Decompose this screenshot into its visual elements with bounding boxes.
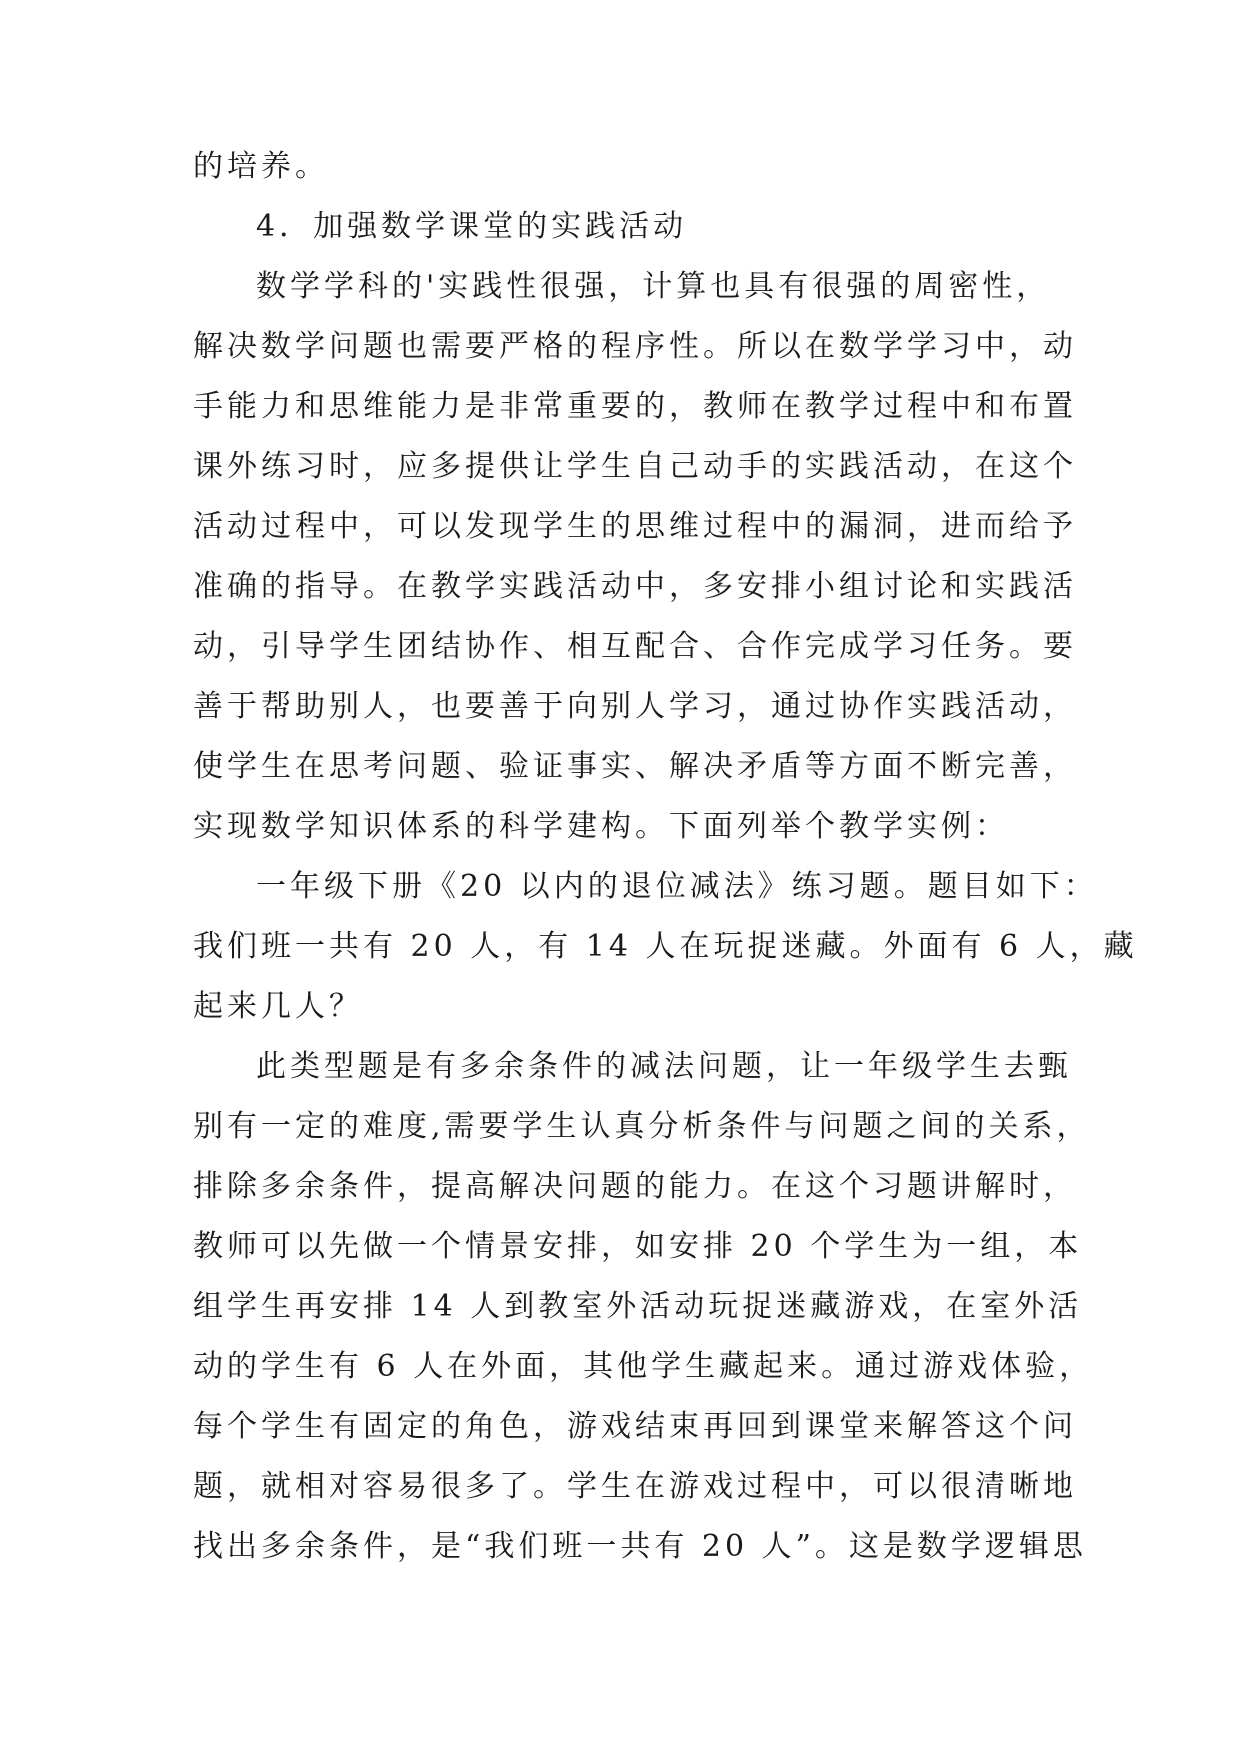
text-line: 使学生在思考问题、验证事实、解决矛盾等方面不断完善， xyxy=(193,749,1077,784)
text-line: 动，引导学生团结协作、相互配合、合作完成学习任务。要 xyxy=(193,629,1077,664)
text-line: 组学生再安排 14 人到教室外活动玩捉迷藏游戏，在室外活 xyxy=(193,1289,1083,1324)
text-line: 一年级下册《20 以内的退位减法》练习题。题目如下： xyxy=(256,869,1098,904)
text-line: 教师可以先做一个情景安排，如安排 20 个学生为一组，本 xyxy=(193,1229,1083,1264)
text-line: 排除多余条件，提高解决问题的能力。在这个习题讲解时， xyxy=(193,1169,1077,1204)
text-line: 每个学生有固定的角色，游戏结束再回到课堂来解答这个问 xyxy=(193,1409,1077,1444)
text-line: 的培养。 xyxy=(193,149,329,184)
text-line: 数学学科的'实践性很强，计算也具有很强的周密性， xyxy=(256,269,1051,304)
text-line: 起来几人？ xyxy=(193,989,363,1024)
text-line: 此类型题是有多余条件的减法问题，让一年级学生去甄 xyxy=(256,1049,1072,1084)
text-line: 别有一定的难度,需要学生认真分析条件与问题之间的关系， xyxy=(193,1109,1091,1144)
text-line: 课外练习时，应多提供让学生自己动手的实践活动，在这个 xyxy=(193,449,1077,484)
section-heading: 4．加强数学课堂的实践活动 xyxy=(256,209,688,244)
text-line: 找出多余条件，是“我们班一共有 20 人”。这是数学逻辑思 xyxy=(193,1529,1087,1564)
text-line: 实现数学知识体系的科学建构。下面列举个教学实例： xyxy=(193,809,1009,844)
text-line: 善于帮助别人，也要善于向别人学习，通过协作实践活动， xyxy=(193,689,1077,724)
text-line: 活动过程中，可以发现学生的思维过程中的漏洞，进而给予 xyxy=(193,509,1077,544)
text-line: 手能力和思维能力是非常重要的，教师在教学过程中和布置 xyxy=(193,389,1077,424)
text-line: 动的学生有 6 人在外面，其他学生藏起来。通过游戏体验， xyxy=(193,1349,1094,1384)
text-line: 准确的指导。在教学实践活动中，多安排小组讨论和实践活 xyxy=(193,569,1077,604)
text-line: 解决数学问题也需要严格的程序性。所以在数学学习中，动 xyxy=(193,329,1077,364)
text-line: 我们班一共有 20 人，有 14 人在玩捉迷藏。外面有 6 人，藏 xyxy=(193,929,1138,964)
text-line: 题，就相对容易很多了。学生在游戏过程中，可以很清晰地 xyxy=(193,1469,1077,1504)
